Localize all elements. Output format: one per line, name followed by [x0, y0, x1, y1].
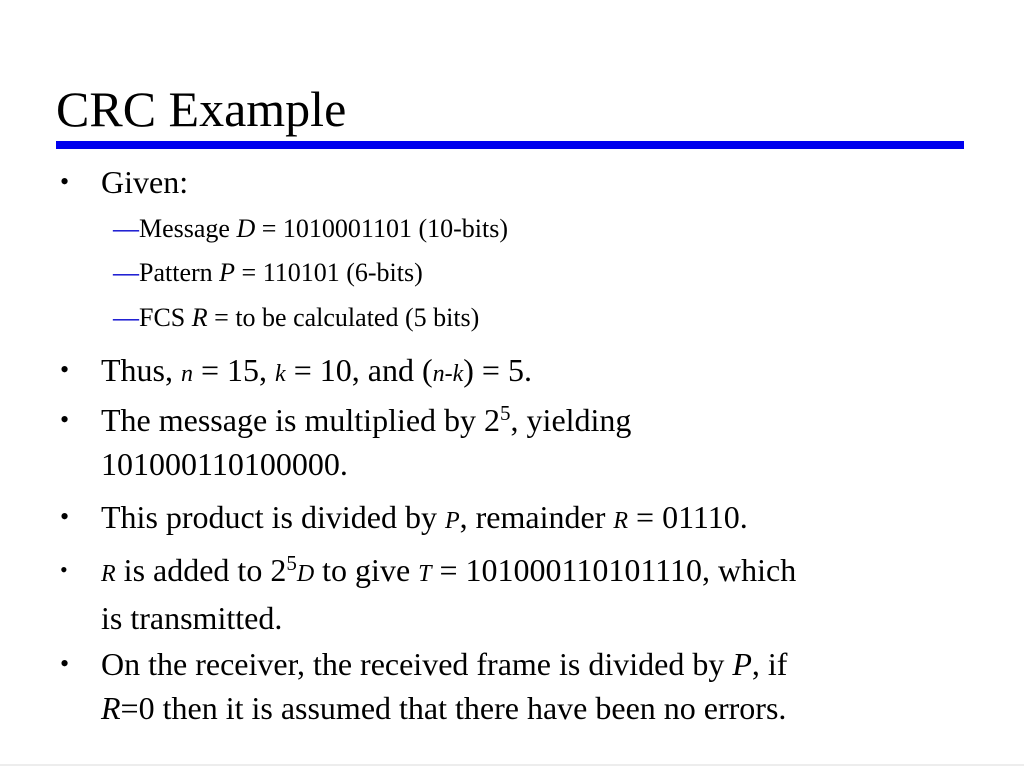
bullet-thus — [101, 348, 991, 396]
multiply-text-after: , yielding — [510, 402, 632, 438]
added-text: is added to 2 — [115, 552, 287, 588]
multiply-text: The message is multiplied by 2 — [101, 402, 501, 438]
var-p: P — [732, 646, 752, 682]
var-t: T — [418, 561, 432, 587]
bullet-marker: • — [60, 167, 70, 196]
pattern-value: = 110101 (6-bits) — [235, 258, 423, 287]
footer-divider — [0, 764, 1024, 766]
var-r: R — [101, 690, 121, 726]
var-p: P — [219, 258, 236, 287]
bullet-receiver — [101, 642, 991, 730]
sub-item-message — [113, 212, 508, 246]
receiver-text: On the receiver, the received frame is divided by — [101, 646, 733, 682]
k-value: = 10, and ( — [285, 352, 433, 388]
n-value: = 15, — [193, 352, 276, 388]
var-r: R — [613, 508, 629, 534]
var-r: R — [191, 303, 208, 332]
title-underline — [56, 141, 964, 149]
bullet-divide — [101, 495, 991, 543]
var-d: D — [236, 214, 256, 243]
exponent: 5 — [500, 401, 511, 425]
bullet-marker: • — [60, 405, 70, 434]
exponent: 5 — [286, 551, 297, 575]
remainder-value: = 01110. — [628, 499, 748, 535]
var-n-k: n-k — [432, 361, 464, 387]
bullet-marker: • — [60, 557, 68, 582]
divide-text: This product is divided by — [101, 499, 445, 535]
var-r: R — [101, 561, 116, 587]
divide-text-2: , remainder — [459, 499, 614, 535]
em-dash: — — [113, 214, 139, 243]
message-value: = 1010001101 (10-bits) — [255, 214, 509, 243]
bullet-multiply — [101, 398, 991, 486]
slide-title: CRC Example — [56, 81, 347, 137]
receiver-text-2: , if — [751, 646, 788, 682]
em-dash: — — [113, 258, 139, 287]
fcs-label: FCS — [139, 303, 192, 332]
em-dash: — — [113, 303, 139, 332]
var-d: D — [296, 561, 315, 587]
sub-item-fcs — [113, 301, 479, 335]
receiver-text-3: =0 then it is assumed that there have been no errors. — [120, 690, 787, 726]
pattern-label: Pattern — [139, 258, 220, 287]
var-p: P — [444, 508, 460, 534]
bullet-marker: • — [60, 355, 70, 384]
message-label: Message — [139, 214, 237, 243]
transmitted-value: = 101000110101110, which — [431, 552, 797, 588]
added-text-2: to give — [314, 552, 419, 588]
bullet-marker: • — [60, 649, 70, 678]
bullet-given — [101, 160, 991, 204]
fcs-value: = to be calculated (5 bits) — [207, 303, 480, 332]
bullet-added — [101, 548, 991, 640]
sub-item-pattern — [113, 256, 423, 290]
var-n: n — [181, 361, 193, 387]
bullet-marker: • — [60, 502, 70, 531]
given-label: Given: — [101, 164, 189, 200]
nk-value: ) = 5. — [463, 352, 532, 388]
var-k: k — [275, 361, 286, 387]
thus-prefix: Thus, — [101, 352, 181, 388]
added-line-2: is transmitted. — [101, 600, 283, 636]
multiply-result: 101000110100000. — [101, 446, 348, 482]
